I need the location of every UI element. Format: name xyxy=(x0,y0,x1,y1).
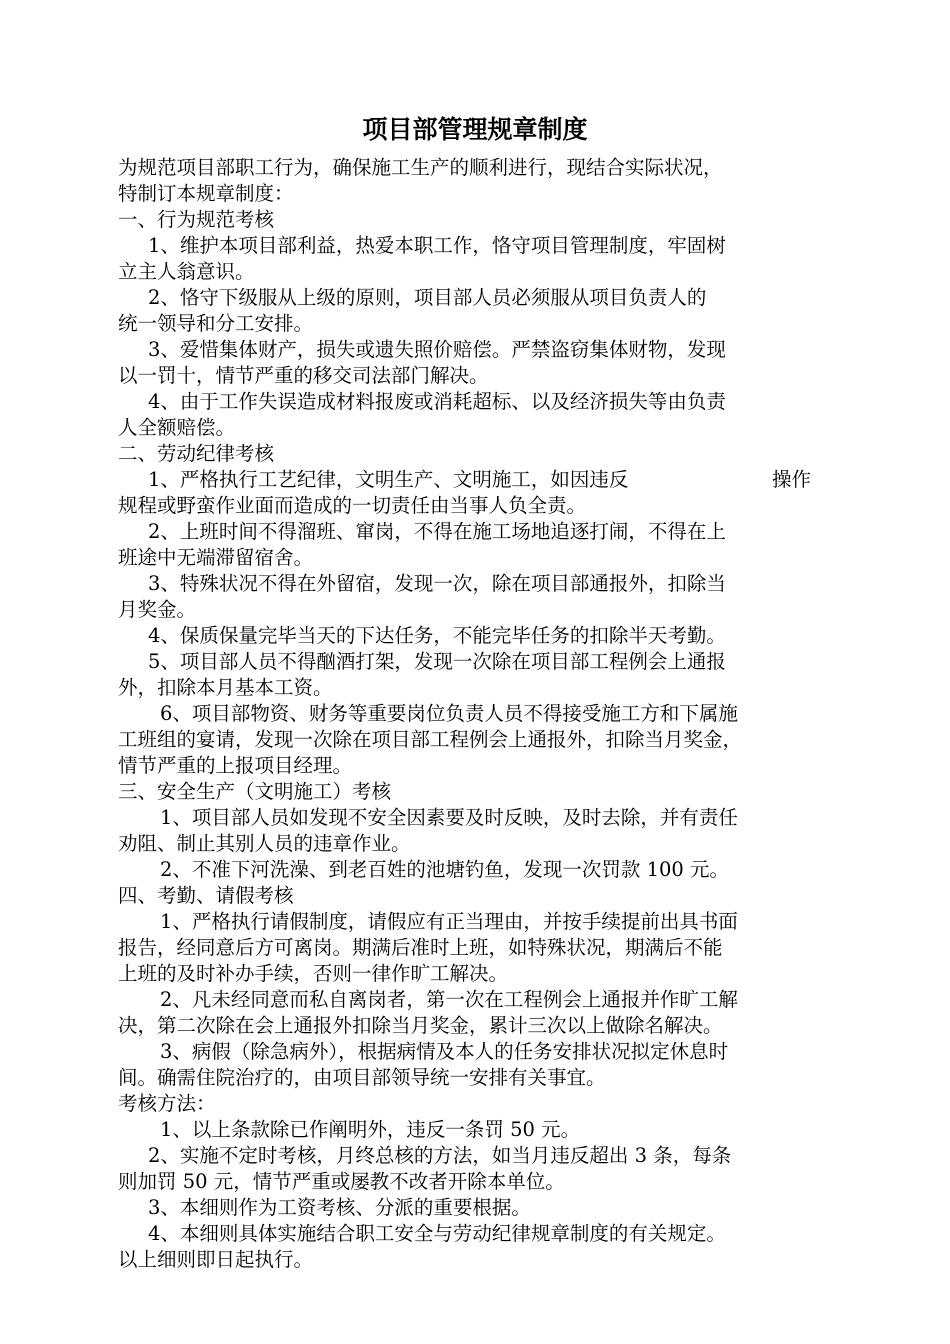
document-line: 3、病假（除急病外），根据病情及本人的任务安排状况拟定休息时 xyxy=(160,1040,729,1063)
document-line: 二、劳动纪律考核 xyxy=(118,442,275,465)
document-line: 人全额赔偿。 xyxy=(118,416,236,439)
document-line: 2、上班时间不得溜班、窜岗，不得在施工场地追逐打闹，不得在上 xyxy=(148,520,726,543)
document-line: 3、爱惜集体财产，损失或遗失照价赔偿。严禁盗窃集体财物，发现 xyxy=(148,338,726,361)
document-line: 4、本细则具体实施结合职工安全与劳动纪律规章制度的有关规定。 xyxy=(148,1222,726,1245)
document-line: 操作 xyxy=(772,468,812,491)
document-line: 统一领导和分工安排。 xyxy=(118,312,314,335)
document-line: 以一罚十，情节严重的移交司法部门解决。 xyxy=(118,364,489,387)
document-line: 2、实施不定时考核，月终总核的方法，如当月违反超出 3 条，每条 xyxy=(148,1144,732,1167)
document-line: 特制订本规章制度： xyxy=(118,182,294,205)
document-line: 考核方法： xyxy=(118,1092,216,1115)
document-line: 4、保质保量完毕当天的下达任务，不能完毕任务的扣除半天考勤。 xyxy=(148,624,726,647)
document-line: 2、不准下河洗澡、到老百姓的池塘钓鱼，发现一次罚款 100 元。 xyxy=(160,858,730,881)
document-line: 工班组的宴请，发现一次除在项目部工程例会上通报外，扣除当月奖金， xyxy=(118,728,743,751)
document-line: 间。确需住院治疗的，由项目部领导统一安排有关事宜。 xyxy=(118,1066,606,1089)
document-line: 3、特殊状况不得在外留宿，发现一次，除在项目部通报外，扣除当 xyxy=(148,572,726,595)
document-line: 1、以上条款除已作阐明外，违反一条罚 50 元。 xyxy=(160,1118,581,1141)
document-line: 6、项目部物资、财务等重要岗位负责人员不得接受施工方和下属施 xyxy=(160,702,738,725)
document-line: 1、维护本项目部利益，热爱本职工作，恪守项目管理制度，牢固树 xyxy=(148,234,726,257)
document-line: 三、安全生产（文明施工）考核 xyxy=(118,780,392,803)
document-line: 则加罚 50 元，情节严重或屡教不改者开除本单位。 xyxy=(118,1170,565,1193)
document-line: 为规范项目部职工行为，确保施工生产的顺利进行，现结合实际状况， xyxy=(118,156,723,179)
document-line: 2、恪守下级服从上级的原则，项目部人员必须服从项目负责人的 xyxy=(148,286,707,309)
document-line: 2、凡未经同意而私自离岗者，第一次在工程例会上通报并作旷工解 xyxy=(160,988,738,1011)
document-line: 劝阻、制止其别人员的违章作业。 xyxy=(118,832,411,855)
document-line: 上班的及时补办手续，否则一律作旷工解决。 xyxy=(118,962,509,985)
document-line: 1、项目部人员如发现不安全因素要及时反映，及时去除，并有责任 xyxy=(160,806,738,829)
document-line: 班途中无端滞留宿舍。 xyxy=(118,546,314,569)
document-line: 月奖金。 xyxy=(118,598,197,621)
document-line: 立主人翁意识。 xyxy=(118,260,255,283)
document-line: 报告，经同意后方可离岗。期满后准时上班，如特殊状况，期满后不能 xyxy=(118,936,723,959)
document-line: 情节严重的上报项目经理。 xyxy=(118,754,353,777)
document-line: 5、项目部人员不得酗酒打架，发现一次除在项目部工程例会上通报 xyxy=(148,650,726,673)
document-line: 决，第二次除在会上通报外扣除当月奖金，累计三次以上做除名解决。 xyxy=(118,1014,723,1037)
document-line: 规程或野蛮作业面而造成的一切责任由当事人负全责。 xyxy=(118,494,587,517)
document-line: 4、由于工作失误造成材料报废或消耗超标、以及经济损失等由负责 xyxy=(148,390,726,413)
document-line: 外，扣除本月基本工资。 xyxy=(118,676,333,699)
document-title: 项目部管理规章制度 xyxy=(362,115,588,144)
document-line: 一、行为规范考核 xyxy=(118,208,275,231)
document-line: 四、考勤、请假考核 xyxy=(118,884,294,907)
document-line: 3、本细则作为工资考核、分派的重要根据。 xyxy=(148,1196,531,1219)
document-line: 1、严格执行工艺纪律，文明生产、文明施工，如因违反 xyxy=(148,468,629,491)
document-line: 1、严格执行请假制度，请假应有正当理由，并按手续提前出具书面 xyxy=(160,910,738,933)
document-line: 以上细则即日起执行。 xyxy=(118,1248,314,1271)
